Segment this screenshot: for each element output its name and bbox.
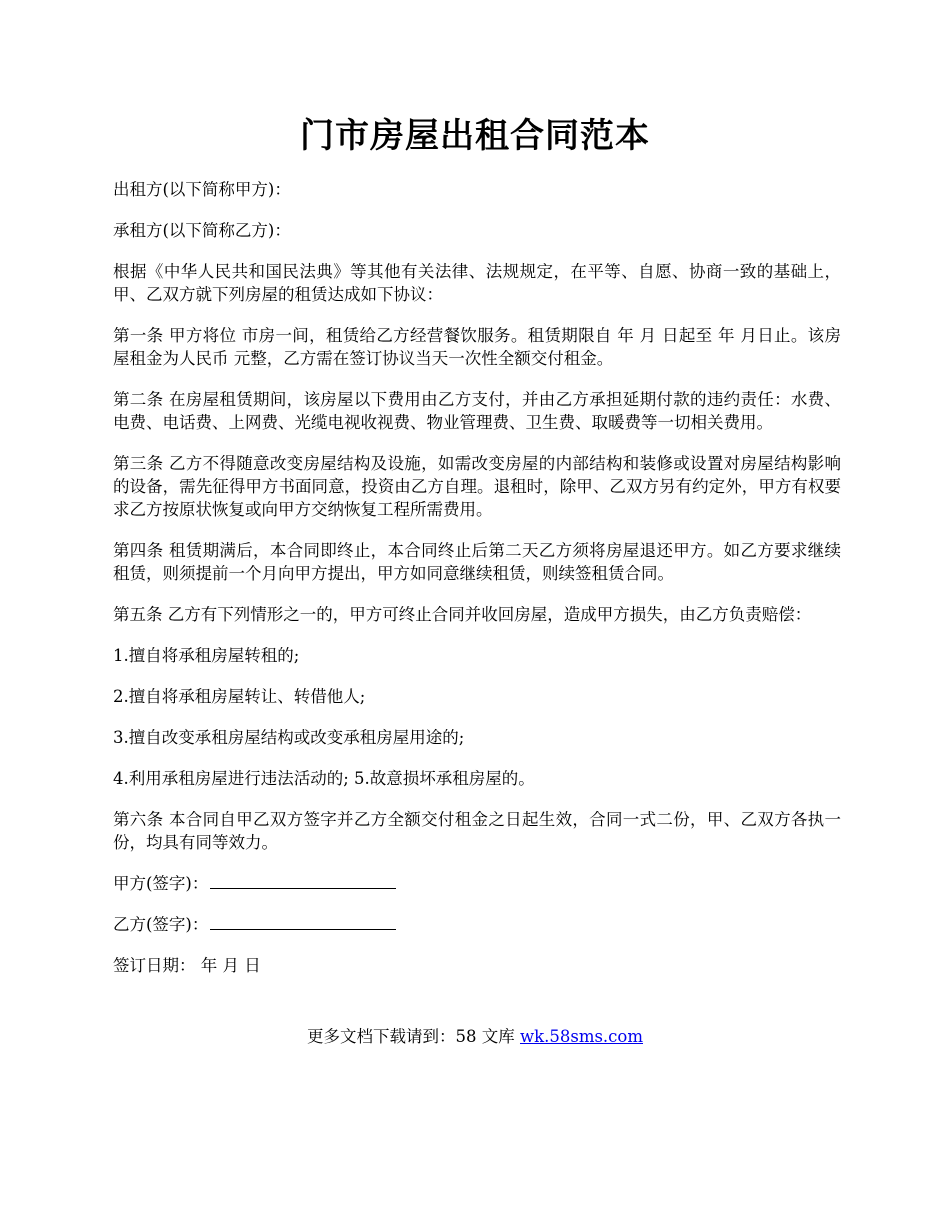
clause-6: 第六条 本合同自甲乙双方签字并乙方全额交付租金之日起生效，合同一式二份，甲、乙双方各执一份，均具有同等效力。 bbox=[113, 810, 841, 852]
footer-link[interactable]: wk.58sms.com bbox=[519, 1027, 643, 1046]
clause-3: 第三条 乙方不得随意改变房屋结构及设施，如需改变房屋的内部结构和装修或设置对房屋结构影响的设备，需先征得甲方书面同意，投资由乙方自理。退租时，除甲、乙双方另有约定外，甲方有权要求乙方按原状恢复或向甲方交纳恢复工程所需费用。 bbox=[113, 454, 841, 519]
signature-a-label: 甲方(签字)： bbox=[113, 874, 209, 893]
signing-date: 签订日期： 年 月 日 bbox=[113, 956, 261, 975]
clause-5-item-2: 2.擅自将承租房屋转让、转借他人; bbox=[113, 687, 366, 706]
clause-5: 第五条 乙方有下列情形之一的，甲方可终止合同并收回房屋，造成甲方损失，由乙方负责赔偿： bbox=[113, 605, 812, 624]
signature-b-label: 乙方(签字)： bbox=[113, 915, 209, 934]
clause-5-item-4-5: 4.利用承租房屋进行违法活动的; 5.故意损坏承租房屋的。 bbox=[113, 769, 535, 788]
download-footer bbox=[0, 1025, 950, 1048]
party-b-line: 承租方(以下简称乙方)： bbox=[113, 221, 291, 240]
clause-1: 第一条 甲方将位 市房一间，租赁给乙方经营餐饮服务。租赁期限自 年 月 日起至 年 月日止。该房屋租金为人民币 元整，乙方需在签订协议当天一次性全额交付租金。 bbox=[113, 326, 841, 368]
signature-b-blank bbox=[210, 913, 396, 930]
party-a-line: 出租方(以下简称甲方)： bbox=[113, 180, 291, 199]
preamble-paragraph: 根据《中华人民共和国民法典》等其他有关法律、法规规定，在平等、自愿、协商一致的基础上，甲、乙双方就下列房屋的租赁达成如下协议： bbox=[113, 262, 841, 304]
clause-4: 第四条 租赁期满后，本合同即终止，本合同终止后第二天乙方须将房屋退还甲方。如乙方要求继续租赁，则须提前一个月向甲方提出，甲方如同意继续租赁，则续签租赁合同。 bbox=[113, 541, 841, 583]
signature-a-row bbox=[113, 872, 841, 895]
signature-b-row bbox=[113, 913, 841, 936]
footer-text: 更多文档下载请到：58 文库 bbox=[306, 1027, 520, 1046]
clause-5-item-3: 3.擅自改变承租房屋结构或改变承租房屋用途的; bbox=[113, 728, 465, 747]
document-body bbox=[113, 178, 841, 995]
signature-a-blank bbox=[210, 872, 396, 889]
document-title: 门市房屋出租合同范本 bbox=[300, 116, 650, 156]
clause-2: 第二条 在房屋租赁期间，该房屋以下费用由乙方支付，并由乙方承担延期付款的违约责任：水费、电费、电话费、上网费、光缆电视收视费、物业管理费、卫生费、取暖费等一切相关费用。 bbox=[113, 390, 841, 432]
clause-5-item-1: 1.擅自将承租房屋转租的; bbox=[113, 646, 300, 665]
